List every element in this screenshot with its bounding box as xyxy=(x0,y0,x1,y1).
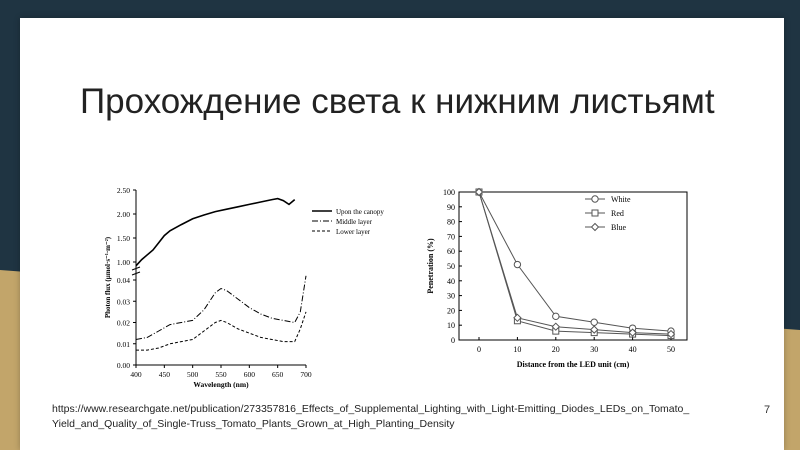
y-tick-label: 90 xyxy=(447,202,455,212)
legend-label: Red xyxy=(611,209,624,218)
spectrum-series xyxy=(136,199,306,351)
legend-label: White xyxy=(611,195,631,204)
y-tick-label: 50 xyxy=(447,262,455,271)
y-tick-label: 0.04 xyxy=(116,276,130,285)
series-line-blue xyxy=(479,192,671,334)
penetration-axes xyxy=(426,188,687,369)
x-tick-label: 0 xyxy=(477,345,481,354)
marker-circle xyxy=(553,313,559,319)
y-tick-label: 1.50 xyxy=(116,234,130,243)
y-tick-label: 0.03 xyxy=(116,297,130,307)
marker-circle xyxy=(514,261,520,267)
x-tick-label: 600 xyxy=(243,370,255,379)
y-tick-label: 10 xyxy=(447,321,455,331)
series-line-lower-layer xyxy=(136,312,306,350)
marker-circle xyxy=(591,319,597,325)
spectrum-axes xyxy=(104,186,312,389)
y-tick-label: 2.50 xyxy=(116,186,130,195)
x-tick-label: 10 xyxy=(513,345,522,354)
x-tick-label: 400 xyxy=(130,370,142,379)
source-link-line2[interactable]: Yield_and_Quality_of_Single-Truss_Tomato_Plants_Grown_at_High_Planting_Density xyxy=(52,418,455,430)
x-tick-label: 550 xyxy=(215,370,227,379)
y-tick-label: 2.00 xyxy=(116,210,130,219)
series-line-upon-the-canopy xyxy=(136,199,295,266)
y-tick-label: 70 xyxy=(447,232,455,242)
y-axis-label: Photon flux (μmol·s⁻¹·m⁻²) xyxy=(104,236,112,319)
plot-frame xyxy=(459,192,687,340)
x-tick-label: 700 xyxy=(300,370,312,379)
source-citation xyxy=(52,402,689,432)
slide-title: Прохождение света к нижним листьямt xyxy=(80,82,715,121)
y-tick-label: 0.00 xyxy=(116,361,130,370)
x-tick-label: 50 xyxy=(667,345,675,354)
x-axis-label: Wavelength (nm) xyxy=(193,380,249,389)
y-tick-label: 0 xyxy=(451,336,455,345)
source-link-line1[interactable]: https://www.researchgate.net/publication/273357816_Effects_of_Supplemental_Lighting_with_Light-Emitting_Diodes_LEDs_on_Tomato_ xyxy=(52,403,690,415)
x-axis-label: Distance from the LED unit (cm) xyxy=(516,360,630,369)
x-tick-label: 30 xyxy=(590,345,599,354)
x-tick-label: 40 xyxy=(628,345,637,354)
marker-circle xyxy=(592,196,598,202)
spectrum-legend xyxy=(312,208,384,236)
y-tick-label: 30 xyxy=(447,291,455,301)
y-tick-label: 0.02 xyxy=(116,318,130,328)
page-number: 7 xyxy=(764,404,771,416)
marker-diamond xyxy=(592,224,599,231)
penetration-chart xyxy=(425,182,695,382)
series-line-white xyxy=(479,192,671,331)
x-tick-label: 650 xyxy=(272,370,284,379)
legend-label: Lower layer xyxy=(336,228,371,236)
x-tick-label: 500 xyxy=(187,370,199,379)
legend-label: Blue xyxy=(611,223,627,232)
y-tick-label: 40 xyxy=(447,276,455,286)
penetration-legend xyxy=(585,195,631,232)
penetration-series xyxy=(476,189,675,339)
y-tick-label: 20 xyxy=(447,306,455,316)
legend-label: Middle layer xyxy=(336,218,372,226)
x-tick-label: 450 xyxy=(158,370,170,379)
series-line-red xyxy=(479,192,671,336)
y-axis-label: Penetration (%) xyxy=(426,238,435,294)
y-tick-label: 1.00 xyxy=(116,258,130,267)
legend-label: Upon the canopy xyxy=(336,208,384,216)
y-tick-label: 60 xyxy=(447,247,455,257)
y-tick-label: 0.01 xyxy=(116,339,130,349)
x-tick-label: 20 xyxy=(551,345,560,354)
series-line-middle-layer xyxy=(136,276,306,340)
marker-square xyxy=(592,210,598,216)
y-tick-label: 80 xyxy=(447,217,455,227)
spectrum-chart xyxy=(100,182,410,392)
y-tick-label: 100 xyxy=(443,188,455,197)
